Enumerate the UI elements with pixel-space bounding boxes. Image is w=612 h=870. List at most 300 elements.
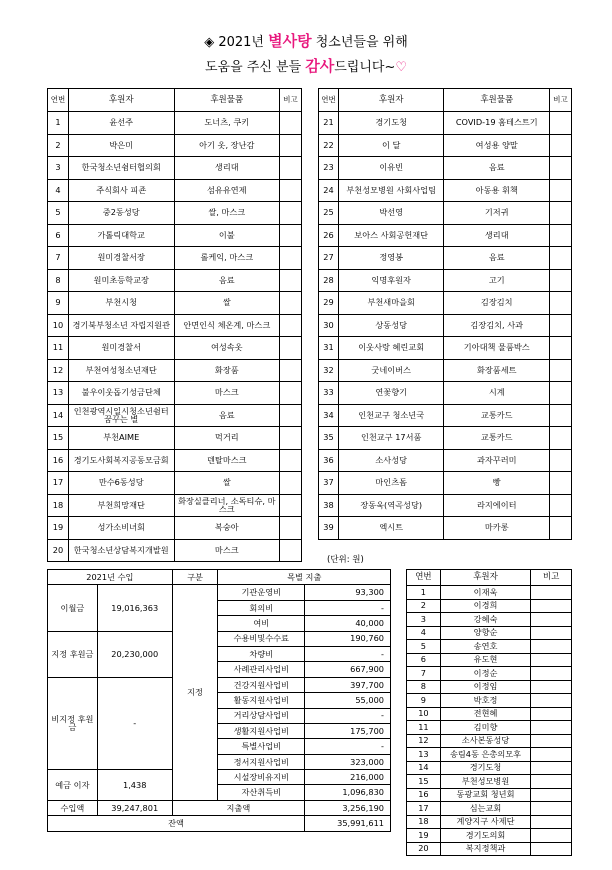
- note-cell: [550, 472, 572, 495]
- donor-name: 경기도의회: [440, 829, 530, 843]
- donor-row: [319, 517, 572, 540]
- income-label: 예금 이자: [48, 770, 98, 801]
- expense-label: 차량비: [218, 646, 305, 661]
- title-thanks: 감사: [305, 57, 335, 75]
- row-number: 2: [48, 134, 69, 157]
- income-label: 비지정 후원금: [48, 677, 98, 769]
- donor-name: 장동욱(역곡성당): [338, 494, 444, 517]
- note-cell: [550, 314, 572, 337]
- note-cell: [531, 640, 572, 654]
- row-number: 11: [48, 337, 69, 360]
- row-number: 9: [48, 292, 69, 315]
- donated-item: 섬유유연제: [174, 179, 280, 202]
- donor-row: [48, 314, 302, 337]
- row-number: 27: [319, 247, 339, 270]
- note-cell: [550, 157, 572, 180]
- donor-name: 굿네이버스: [338, 359, 444, 382]
- expense-label: 활동지원사업비: [218, 693, 305, 708]
- donated-item: 화장실클리너, 소독티슈, 마스크: [174, 494, 280, 517]
- donor-name: 보아스 사회공헌재단: [338, 224, 444, 247]
- expense-value: 40,000: [305, 616, 391, 631]
- note-cell: [531, 586, 572, 600]
- expense-value: 55,000: [305, 693, 391, 708]
- individual-donor-row: [407, 775, 572, 789]
- header-item: 후원물품: [444, 89, 550, 112]
- donor-name: 상동성당: [338, 314, 444, 337]
- donated-item: 아기 옷, 장난감: [174, 134, 280, 157]
- note-cell: [280, 427, 302, 450]
- individual-donor-row: [407, 748, 572, 762]
- donor-name: 송연호: [440, 640, 530, 654]
- individual-donor-row: [407, 721, 572, 735]
- individual-donor-row: [407, 667, 572, 681]
- finance-row: [48, 770, 391, 785]
- note-cell: [531, 680, 572, 694]
- donor-name: 마인츠돔: [338, 472, 444, 495]
- donor-name: 중2동성당: [68, 202, 174, 225]
- row-number: 7: [48, 247, 69, 270]
- donor-name: 부천여성청소년재단: [68, 359, 174, 382]
- note-cell: [280, 202, 302, 225]
- donated-item: 기아대책 물품박스: [444, 337, 550, 360]
- row-number: 2: [407, 599, 441, 613]
- donor-row: [48, 269, 302, 292]
- donor-name: 인천광역시일시청소년쉼터 꿈꾸는 별: [68, 404, 174, 427]
- header-no: 연번: [48, 89, 69, 112]
- finance-row: [48, 570, 391, 585]
- individual-donor-row: [407, 815, 572, 829]
- donated-item: 쌀: [174, 472, 280, 495]
- donor-name: 부천새마을회: [338, 292, 444, 315]
- note-cell: [550, 269, 572, 292]
- donor-name: 원미초등학교장: [68, 269, 174, 292]
- donated-item: 화장품: [174, 359, 280, 382]
- note-cell: [280, 157, 302, 180]
- note-cell: [280, 314, 302, 337]
- donor-row: [48, 179, 302, 202]
- income-label: 지정 후원금: [48, 631, 98, 677]
- row-number: 37: [319, 472, 339, 495]
- finance-row: [48, 677, 391, 692]
- row-number: 5: [48, 202, 69, 225]
- expense-label: 생활지원사업비: [218, 723, 305, 738]
- header-no: 연번: [407, 570, 441, 586]
- row-number: 26: [319, 224, 339, 247]
- donor-row: [319, 179, 572, 202]
- note-cell: [531, 599, 572, 613]
- donor-row: [319, 134, 572, 157]
- row-number: 9: [407, 694, 441, 708]
- donor-name: 경기도사회복지공동모금회: [68, 449, 174, 472]
- note-cell: [550, 517, 572, 540]
- finance-row: [48, 800, 391, 815]
- donor-row: [48, 427, 302, 450]
- donor-row: [48, 517, 302, 540]
- donor-name: 가톨릭대학교: [68, 224, 174, 247]
- note-cell: [280, 247, 302, 270]
- individual-donor-row: [407, 680, 572, 694]
- income-value: 1,438: [97, 770, 172, 801]
- note-cell: [550, 337, 572, 360]
- expense-header: 목별 지출: [218, 570, 391, 585]
- row-number: 5: [407, 640, 441, 654]
- row-number: 1: [48, 112, 69, 135]
- individual-donor-table: [406, 569, 572, 856]
- donor-row: [319, 112, 572, 135]
- note-cell: [550, 404, 572, 427]
- note-cell: [550, 134, 572, 157]
- donor-name: 계양지구 사제단: [440, 815, 530, 829]
- row-number: 30: [319, 314, 339, 337]
- expense-label: 회의비: [218, 600, 305, 615]
- donor-name: 이재욱: [440, 586, 530, 600]
- donor-row: [48, 157, 302, 180]
- row-number: 24: [319, 179, 339, 202]
- row-number: 10: [407, 707, 441, 721]
- row-number: 25: [319, 202, 339, 225]
- individual-donor-row: [407, 842, 572, 856]
- donor-row: [48, 539, 302, 562]
- title-program-name: 별사탕: [268, 32, 312, 50]
- donor-row: [319, 427, 572, 450]
- note-cell: [550, 247, 572, 270]
- donated-item: 화장품세트: [444, 359, 550, 382]
- income-label: 이월금: [48, 585, 98, 631]
- expense-value: 216,000: [305, 770, 391, 785]
- note-cell: [550, 292, 572, 315]
- note-cell: [550, 449, 572, 472]
- donated-item: 과자꾸러미: [444, 449, 550, 472]
- row-number: 39: [319, 517, 339, 540]
- row-number: 32: [319, 359, 339, 382]
- donor-row: [48, 224, 302, 247]
- donor-row: [48, 247, 302, 270]
- finance-row: [48, 585, 391, 600]
- row-number: 20: [48, 539, 69, 562]
- donor-row: [319, 404, 572, 427]
- note-cell: [280, 359, 302, 382]
- total-income-value: 39,247,801: [97, 800, 172, 815]
- donor-row: [319, 224, 572, 247]
- expense-value: 667,900: [305, 662, 391, 677]
- donated-item: 김장김치: [444, 292, 550, 315]
- donor-name: 인천교구 청소년국: [338, 404, 444, 427]
- balance-value: 35,991,611: [305, 816, 391, 831]
- expense-value: -: [305, 646, 391, 661]
- row-number: 35: [319, 427, 339, 450]
- title-line2-post: 드립니다~: [334, 60, 396, 75]
- note-cell: [531, 613, 572, 627]
- row-number: 36: [319, 449, 339, 472]
- note-cell: [280, 224, 302, 247]
- income-value: -: [97, 677, 172, 769]
- donated-item: 음료: [174, 269, 280, 292]
- note-cell: [550, 494, 572, 517]
- donor-name: 소사성당: [338, 449, 444, 472]
- note-cell: [280, 539, 302, 562]
- donor-row: [48, 134, 302, 157]
- donated-item: 롤케익, 마스크: [174, 247, 280, 270]
- row-number: 10: [48, 314, 69, 337]
- donor-row: [319, 247, 572, 270]
- expense-value: 93,300: [305, 585, 391, 600]
- donor-name: 박선영: [338, 202, 444, 225]
- donated-item: 생리대: [174, 157, 280, 180]
- donor-row: [319, 382, 572, 405]
- donated-item: 덴탈마스크: [174, 449, 280, 472]
- row-number: 28: [319, 269, 339, 292]
- donated-item: 기저귀: [444, 202, 550, 225]
- donor-name: 이경희: [440, 599, 530, 613]
- donor-row: [319, 359, 572, 382]
- income-value: 19,016,363: [97, 585, 172, 631]
- donated-item: 도너츠, 쿠키: [174, 112, 280, 135]
- note-cell: [531, 748, 572, 762]
- donor-name: 김미향: [440, 721, 530, 735]
- donor-row: [319, 449, 572, 472]
- expense-label: 기관운영비: [218, 585, 305, 600]
- header-donor: 후원자: [68, 89, 174, 112]
- row-number: 16: [407, 788, 441, 802]
- header-note: 비고: [531, 570, 572, 586]
- individual-donor-row: [407, 802, 572, 816]
- individual-donor-row: [407, 640, 572, 654]
- donor-row: [319, 472, 572, 495]
- row-number: 19: [48, 517, 69, 540]
- income-value: 20,230,000: [97, 631, 172, 677]
- donated-item: 쌀, 마스크: [174, 202, 280, 225]
- note-cell: [550, 112, 572, 135]
- row-number: 17: [48, 472, 69, 495]
- note-cell: [550, 179, 572, 202]
- expense-value: 323,000: [305, 754, 391, 769]
- donor-name: 유도현: [440, 653, 530, 667]
- note-cell: [550, 382, 572, 405]
- diamond-bullet-icon: ◈: [204, 35, 215, 50]
- donor-row: [319, 269, 572, 292]
- row-number: 8: [407, 680, 441, 694]
- unit-label: (단위: 원): [327, 555, 364, 565]
- expense-value: 175,700: [305, 723, 391, 738]
- donor-name: 원미경찰서: [68, 337, 174, 360]
- expense-label: 정서지원사업비: [218, 754, 305, 769]
- note-cell: [280, 269, 302, 292]
- row-number: 8: [48, 269, 69, 292]
- row-number: 15: [48, 427, 69, 450]
- donor-name: 윤선주: [68, 112, 174, 135]
- donor-name: 이정임: [440, 680, 530, 694]
- donor-name: 경기도청: [440, 761, 530, 775]
- expense-label: 특별사업비: [218, 739, 305, 754]
- note-cell: [531, 775, 572, 789]
- total-expense-value: 3,256,190: [305, 800, 391, 815]
- row-number: 13: [407, 748, 441, 762]
- expense-value: 397,700: [305, 677, 391, 692]
- individual-donor-row: [407, 761, 572, 775]
- balance-label: 잔액: [48, 816, 305, 831]
- individual-donor-row: [407, 707, 572, 721]
- income-header: 2021년 수입: [48, 570, 173, 585]
- finance-table: [47, 569, 391, 832]
- row-number: 12: [407, 734, 441, 748]
- expense-label: 수용비및수수료: [218, 631, 305, 646]
- donated-item: 마스크: [174, 539, 280, 562]
- individual-donor-row: [407, 653, 572, 667]
- row-number: 31: [319, 337, 339, 360]
- donor-name: 익명후원자: [338, 269, 444, 292]
- donor-row: [319, 494, 572, 517]
- donor-name: 부천희망재단: [68, 494, 174, 517]
- total-income-label: 수입액: [48, 800, 98, 815]
- donor-row: [319, 337, 572, 360]
- donor-row: [48, 292, 302, 315]
- row-number: 4: [407, 626, 441, 640]
- expense-value: 1,096,830: [305, 785, 391, 800]
- row-number: 18: [48, 494, 69, 517]
- expense-label: 사례관리사업비: [218, 662, 305, 677]
- row-number: 12: [48, 359, 69, 382]
- note-cell: [531, 653, 572, 667]
- donor-name: 부천시청: [68, 292, 174, 315]
- donor-row: [48, 359, 302, 382]
- title-year: 2021년: [218, 35, 264, 50]
- individual-donor-row: [407, 586, 572, 600]
- donor-row: [48, 472, 302, 495]
- row-number: 14: [48, 404, 69, 427]
- row-number: 3: [407, 613, 441, 627]
- note-cell: [531, 761, 572, 775]
- note-cell: [550, 427, 572, 450]
- expense-value: -: [305, 739, 391, 754]
- donated-item: 음료: [174, 404, 280, 427]
- header-note: 비고: [280, 89, 302, 112]
- note-cell: [280, 292, 302, 315]
- donor-row: [48, 494, 302, 517]
- expense-label: 거리상담사업비: [218, 708, 305, 723]
- note-cell: [531, 667, 572, 681]
- note-cell: [531, 721, 572, 735]
- donor-name: 만수6동성당: [68, 472, 174, 495]
- donated-item: 교통카드: [444, 404, 550, 427]
- donated-item: 마스크: [174, 382, 280, 405]
- type-header: 구분: [172, 570, 218, 585]
- note-cell: [280, 449, 302, 472]
- donor-name: 인천교구 17서품: [338, 427, 444, 450]
- donated-item: 김장김치, 사과: [444, 314, 550, 337]
- donated-item: 고기: [444, 269, 550, 292]
- note-cell: [531, 815, 572, 829]
- donated-item: COVID-19 홈테스트기: [444, 112, 550, 135]
- row-number: 33: [319, 382, 339, 405]
- donor-name: 엑시트: [338, 517, 444, 540]
- donated-item: 교통카드: [444, 427, 550, 450]
- donor-row: [48, 337, 302, 360]
- row-number: 23: [319, 157, 339, 180]
- donor-name: 주식회사 피죤: [68, 179, 174, 202]
- individual-donor-row: [407, 599, 572, 613]
- row-number: 3: [48, 157, 69, 180]
- donor-row: [48, 202, 302, 225]
- donor-name: 전현혜: [440, 707, 530, 721]
- note-cell: [550, 224, 572, 247]
- donated-item: 아동용 휘책: [444, 179, 550, 202]
- individual-donor-row: [407, 788, 572, 802]
- donated-item: 빵: [444, 472, 550, 495]
- donor-name: 심는교회: [440, 802, 530, 816]
- title-line2-pre: 도움을 주신 분들: [204, 60, 302, 75]
- row-number: 17: [407, 802, 441, 816]
- donor-name: 이유빈: [338, 157, 444, 180]
- row-number: 21: [319, 112, 339, 135]
- row-number: 6: [407, 653, 441, 667]
- row-number: 13: [48, 382, 69, 405]
- donated-item: 생리대: [444, 224, 550, 247]
- expense-value: -: [305, 600, 391, 615]
- donated-item: 마카롱: [444, 517, 550, 540]
- donor-name: 한국청소년상담복지개발원: [68, 539, 174, 562]
- note-cell: [280, 337, 302, 360]
- donor-name: 원미경찰서장: [68, 247, 174, 270]
- expense-label: 시설장비유지비: [218, 770, 305, 785]
- total-expense-label: 지출액: [172, 800, 304, 815]
- row-number: 34: [319, 404, 339, 427]
- expense-value: 190,760: [305, 631, 391, 646]
- header-donor: 후원자: [440, 570, 530, 586]
- donor-name: 강혜숙: [440, 613, 530, 627]
- donor-name: 박호정: [440, 694, 530, 708]
- individual-donor-row: [407, 613, 572, 627]
- title-line-2: [0, 55, 612, 76]
- row-number: 19: [407, 829, 441, 843]
- row-number: 38: [319, 494, 339, 517]
- donor-name: 경기도청: [338, 112, 444, 135]
- note-cell: [280, 382, 302, 405]
- row-number: 15: [407, 775, 441, 789]
- donor-row: [48, 112, 302, 135]
- expense-type: 지정: [172, 585, 218, 800]
- row-number: 6: [48, 224, 69, 247]
- donor-name: 소사본동성당: [440, 734, 530, 748]
- header-donor: 후원자: [338, 89, 444, 112]
- note-cell: [531, 842, 572, 856]
- note-cell: [531, 734, 572, 748]
- donor-name: 부천성모병원: [440, 775, 530, 789]
- row-number: 7: [407, 667, 441, 681]
- header-note: 비고: [550, 89, 572, 112]
- note-cell: [550, 359, 572, 382]
- donor-name: 이웃사랑 혜린교회: [338, 337, 444, 360]
- note-cell: [280, 494, 302, 517]
- individual-donor-row: [407, 626, 572, 640]
- heart-icon: ♡: [395, 60, 408, 75]
- donor-name: 동광교회 청년회: [440, 788, 530, 802]
- expense-value: -: [305, 708, 391, 723]
- donor-name: 복지정책과: [440, 842, 530, 856]
- donated-item: 복숭아: [174, 517, 280, 540]
- donor-name: 한국청소년쉼터협의회: [68, 157, 174, 180]
- header-no: 연번: [319, 89, 339, 112]
- note-cell: [280, 134, 302, 157]
- donor-row: [319, 157, 572, 180]
- row-number: 20: [407, 842, 441, 856]
- note-cell: [531, 707, 572, 721]
- donated-item: 여성속옷: [174, 337, 280, 360]
- donor-name: 송림4동 은총의모후: [440, 748, 530, 762]
- donor-table-right: [318, 88, 572, 540]
- donor-row: [319, 292, 572, 315]
- note-cell: [280, 472, 302, 495]
- row-number: 4: [48, 179, 69, 202]
